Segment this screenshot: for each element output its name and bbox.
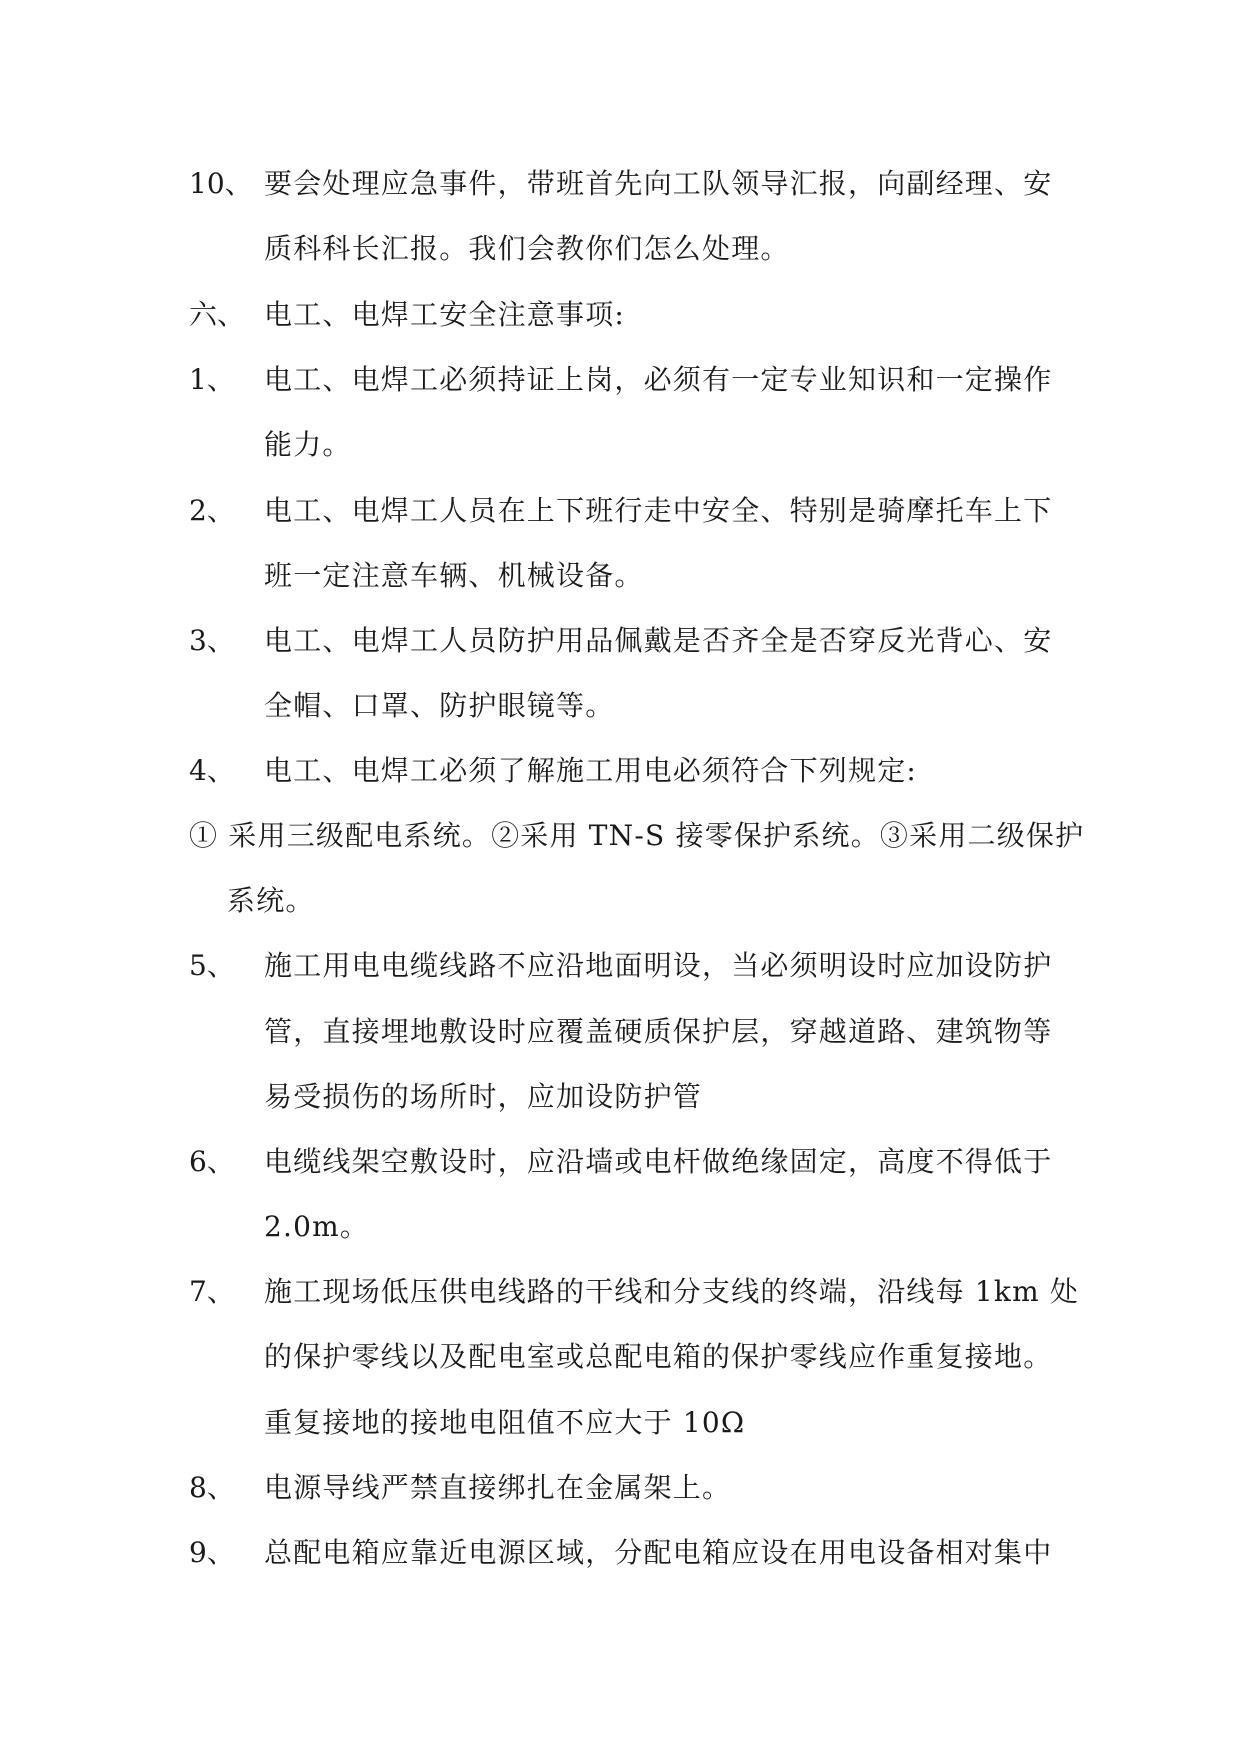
item-text-line: 要会处理应急事件，带班首先向工队领导汇报，向副经理、安 [264, 167, 1053, 200]
item-number: 9、 [189, 1536, 235, 1569]
section-number: 六、 [189, 298, 246, 331]
item-text-line: 的保护零线以及配电室或总配电箱的保护零线应作重复接地。 [264, 1340, 1053, 1373]
item-number: 10、 [189, 167, 253, 200]
item-text-line: 电工、电焊工必须了解施工用电必须符合下列规定: [264, 754, 918, 787]
item-text-line: 电源导线严禁直接绑扎在金属架上。 [264, 1471, 732, 1504]
item-text-line: 施工用电电缆线路不应沿地面明设，当必须明设时应加设防护 [264, 949, 1053, 982]
item-number: 4、 [189, 754, 235, 787]
sub-item-text-line: ① 采用三级配电系统。②采用 TN-S 接零保护系统。③采用二级保护 [189, 819, 1085, 852]
item-number: 8、 [189, 1471, 235, 1504]
item-text-line: 班一定注意车辆、机械设备。 [264, 559, 644, 592]
item-number: 1、 [189, 363, 235, 396]
item-text-line: 质科科长汇报。我们会教你们怎么处理。 [264, 232, 790, 265]
section-heading: 电工、电焊工安全注意事项: [264, 298, 626, 331]
item-text-line: 电工、电焊工人员在上下班行走中安全、特别是骑摩托车上下 [264, 494, 1053, 527]
item-text-line: 能力。 [264, 428, 352, 461]
item-text-line: 电工、电焊工人员防护用品佩戴是否齐全是否穿反光背心、安 [264, 624, 1053, 657]
item-text-line: 电工、电焊工必须持证上岗，必须有一定专业知识和一定操作 [264, 363, 1053, 396]
item-number: 7、 [189, 1275, 235, 1308]
item-text-line: 全帽、口罩、防护眼镜等。 [264, 689, 615, 722]
item-number: 3、 [189, 624, 235, 657]
item-number: 2、 [189, 494, 235, 527]
item-text-line: 管，直接埋地敷设时应覆盖硬质保护层，穿越道路、建筑物等 [264, 1015, 1053, 1048]
item-text-line: 重复接地的接地电阻值不应大于 10Ω [264, 1406, 746, 1439]
item-number: 6、 [189, 1145, 235, 1178]
item-number: 5、 [189, 949, 235, 982]
item-text-line: 电缆线架空敷设时，应沿墙或电杆做绝缘固定，高度不得低于 [264, 1145, 1053, 1178]
item-text-line: 2.0m。 [264, 1210, 370, 1243]
item-text-line: 易受损伤的场所时，应加设防护管 [264, 1080, 703, 1113]
item-text-line: 施工现场低压供电线路的干线和分支线的终端，沿线每 1km 处 [264, 1275, 1080, 1308]
item-text-line: 总配电箱应靠近电源区域，分配电箱应设在用电设备相对集中 [264, 1536, 1053, 1569]
sub-item-text-line: 系统。 [227, 884, 315, 917]
